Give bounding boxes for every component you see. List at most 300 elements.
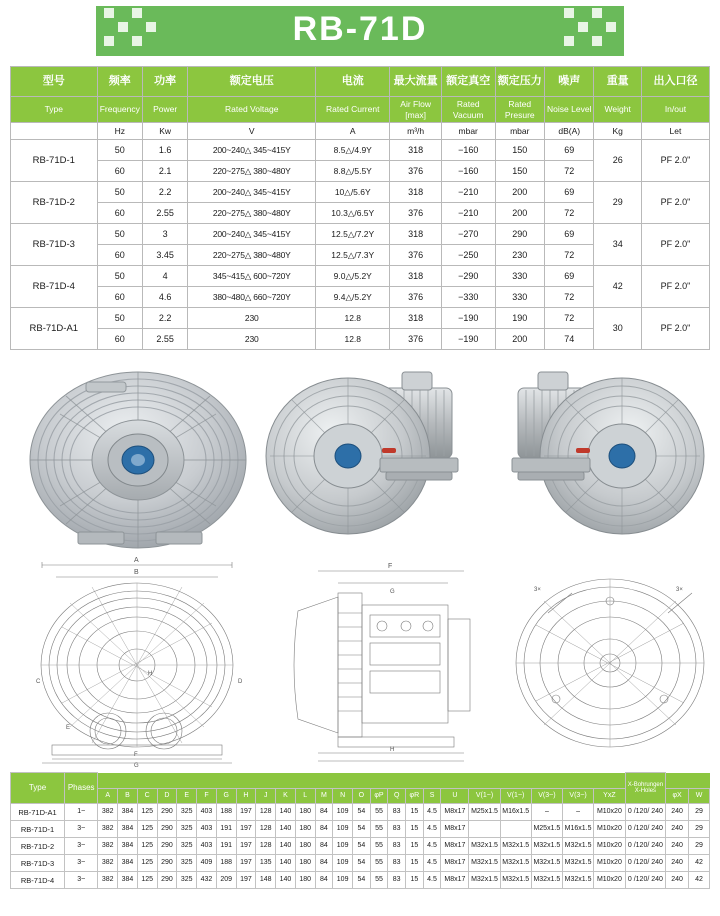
spec-header-cn-3: 额定电压 (188, 67, 316, 97)
dim-L: 180 (295, 804, 315, 821)
rear-label-holes-left: 3× (534, 587, 541, 594)
dim-L: 180 (295, 838, 315, 855)
dim-header-B: B (118, 789, 138, 804)
dim-B: 384 (118, 855, 138, 872)
dim-A: 382 (98, 855, 118, 872)
spec-vacuum: −160 (441, 161, 495, 182)
spec-weight: 29 (594, 182, 641, 224)
dim-F: 403 (197, 821, 217, 838)
dim-Q: 83 (388, 804, 406, 821)
dim-M: 84 (315, 838, 333, 855)
dim-O: 54 (353, 855, 371, 872)
dim-W: 29 (689, 838, 710, 855)
dim-holes: 0 /120/ 240 (625, 872, 666, 889)
spec-weight: 42 (594, 266, 641, 308)
spec-vacuum: −190 (441, 329, 495, 350)
dim-M: 84 (315, 872, 333, 889)
spec-current: 12.5△/7.2Y (316, 224, 390, 245)
product-photo-row (10, 356, 710, 551)
spec-freq: 60 (97, 161, 142, 182)
dim-L: 180 (295, 872, 315, 889)
dim-X: 240 (666, 838, 689, 855)
spec-airflow: 376 (390, 329, 442, 350)
dim-P: 55 (370, 855, 388, 872)
dim-phases: 3~ (65, 855, 98, 872)
dim-header-V3a: V(3~) (531, 789, 562, 804)
dim-V3b: M32x1.5 (562, 872, 593, 889)
dim-Q: 83 (388, 838, 406, 855)
spec-pressure: 330 (495, 287, 544, 308)
dim-R: 15 (406, 821, 424, 838)
dim-A: 382 (98, 838, 118, 855)
dim-label-F: F (134, 752, 138, 759)
dim-YZ: M10x20 (594, 855, 625, 872)
dim-header-L: L (295, 789, 315, 804)
dim-C: 125 (137, 872, 157, 889)
dim-M: 84 (315, 855, 333, 872)
dim-label-H2: H (390, 747, 395, 754)
spec-vacuum: −330 (441, 287, 495, 308)
spec-weight: 34 (594, 224, 641, 266)
dim-header-S: S (423, 789, 441, 804)
spec-freq: 50 (97, 224, 142, 245)
dim-K: 140 (276, 804, 296, 821)
spec-port: PF 2.0" (641, 182, 709, 224)
spec-pressure: 200 (495, 182, 544, 203)
drawing-rear-view (508, 553, 718, 768)
spec-header-en-7: Rated Presure (495, 97, 544, 123)
dim-L: 180 (295, 821, 315, 838)
dim-U: M8x17 (441, 838, 469, 855)
dim-V3a: M32x1.5 (531, 855, 562, 872)
spec-noise: 72 (545, 203, 594, 224)
spec-pressure: 150 (495, 140, 544, 161)
dim-YZ: M10x20 (594, 872, 625, 889)
dim-X: 240 (666, 821, 689, 838)
dim-E: 325 (177, 855, 197, 872)
spec-unit-0 (11, 123, 98, 140)
dim-label-C: C (36, 679, 41, 686)
dim-header-R: φR (406, 789, 424, 804)
dim-P: 55 (370, 872, 388, 889)
table-row (11, 224, 710, 245)
spec-header-cn-5: 最大流量 (390, 67, 442, 97)
dim-V3b: – (562, 804, 593, 821)
spec-unit-1: Hz (97, 123, 142, 140)
spec-header-en-row (11, 97, 710, 123)
dim-U: M8x17 (441, 804, 469, 821)
dim-C: 125 (137, 821, 157, 838)
table-row (11, 182, 710, 203)
dim-phases: 3~ (65, 821, 98, 838)
dim-header-C: C (137, 789, 157, 804)
dim-D: 290 (157, 821, 177, 838)
dim-type: RB-71D-3 (11, 855, 65, 872)
dim-K: 140 (276, 855, 296, 872)
spec-freq: 50 (97, 140, 142, 161)
banner-dots-left (104, 8, 156, 46)
dim-header-YZ: YxZ (594, 789, 625, 804)
dim-A: 382 (98, 804, 118, 821)
spec-unit-8: dB(A) (545, 123, 594, 140)
dim-header-V3b: V(3~) (562, 789, 593, 804)
spec-model: RB-71D-A1 (11, 308, 98, 350)
dim-B: 384 (118, 804, 138, 821)
dim-header-W: W (689, 789, 710, 804)
spec-header-en-4: Rated Current (316, 97, 390, 123)
spec-power: 4.6 (142, 287, 187, 308)
spec-units-row (11, 123, 710, 140)
spec-noise: 72 (545, 308, 594, 329)
dim-D: 290 (157, 838, 177, 855)
table-row (11, 266, 710, 287)
spec-header-en-5: Air Flow [max] (390, 97, 442, 123)
spec-vacuum: −190 (441, 308, 495, 329)
spec-current: 8.8△/5.5Y (316, 161, 390, 182)
spec-current: 10.3△/6.5Y (316, 203, 390, 224)
spec-noise: 72 (545, 287, 594, 308)
dim-holes: 0 /120/ 240 (625, 838, 666, 855)
dim-header-K: K (276, 789, 296, 804)
dim-header-E: E (177, 789, 197, 804)
dim-YZ: M10x20 (594, 838, 625, 855)
spec-airflow: 318 (390, 308, 442, 329)
dim-header-J: J (256, 789, 276, 804)
spec-header-cn-row (11, 67, 710, 97)
dim-D: 290 (157, 872, 177, 889)
dim-W: 29 (689, 804, 710, 821)
dim-header-U: U (441, 789, 469, 804)
table-row (11, 804, 710, 821)
dim-J: 148 (256, 872, 276, 889)
dim-B: 384 (118, 838, 138, 855)
dim-W: 29 (689, 821, 710, 838)
spec-freq: 60 (97, 203, 142, 224)
spec-freq: 60 (97, 287, 142, 308)
dim-Q: 83 (388, 855, 406, 872)
dim-V3a: M32x1.5 (531, 872, 562, 889)
spec-current: 12.5△/7.3Y (316, 245, 390, 266)
dim-J: 128 (256, 804, 276, 821)
dim-K: 140 (276, 821, 296, 838)
dim-header-N: N (333, 789, 353, 804)
dim-label-B: B (134, 569, 139, 577)
dim-V3b: M32x1.5 (562, 838, 593, 855)
dim-label-H: H (148, 671, 153, 678)
spec-unit-5: m³/h (390, 123, 442, 140)
spec-noise: 72 (545, 245, 594, 266)
dim-header-holes (625, 773, 666, 804)
spec-airflow: 376 (390, 161, 442, 182)
spec-header-en-9: Weight (594, 97, 641, 123)
dim-R: 15 (406, 838, 424, 855)
dim-header-V1b: V(1~) (500, 789, 531, 804)
spec-model: RB-71D-2 (11, 182, 98, 224)
spec-model: RB-71D-4 (11, 266, 98, 308)
spec-power: 1.6 (142, 140, 187, 161)
table-row (11, 308, 710, 329)
dim-W: 42 (689, 872, 710, 889)
dim-S: 4.5 (423, 804, 441, 821)
dim-R: 15 (406, 855, 424, 872)
spec-unit-7: mbar (495, 123, 544, 140)
table-row (11, 855, 710, 872)
dim-header-row-1 (11, 773, 710, 789)
spec-power: 3 (142, 224, 187, 245)
dim-header-F: F (197, 789, 217, 804)
spec-noise: 69 (545, 266, 594, 287)
spec-airflow: 318 (390, 224, 442, 245)
spec-header-cn-0: 型号 (11, 67, 98, 97)
dim-F: 403 (197, 804, 217, 821)
spec-vacuum: −250 (441, 245, 495, 266)
dim-A: 382 (98, 872, 118, 889)
specification-table (10, 66, 710, 350)
spec-voltage: 380~480△ 660~720Y (188, 287, 316, 308)
dim-label-D: D (238, 679, 243, 686)
spec-noise: 69 (545, 140, 594, 161)
dim-M: 84 (315, 804, 333, 821)
dim-phases: 1~ (65, 804, 98, 821)
dim-H: 197 (236, 804, 256, 821)
dim-B: 384 (118, 872, 138, 889)
dim-label-E: E (66, 725, 71, 732)
dim-body (11, 804, 710, 889)
dim-G: 188 (216, 855, 236, 872)
spec-current: 10△/5.6Y (316, 182, 390, 203)
dim-N: 109 (333, 821, 353, 838)
dim-V3a: – (531, 804, 562, 821)
spec-power: 2.1 (142, 161, 187, 182)
spec-noise: 72 (545, 161, 594, 182)
page-title: RB-71D (292, 10, 428, 48)
spec-unit-3: V (188, 123, 316, 140)
spec-header-cn-6: 额定真空 (441, 67, 495, 97)
dim-P: 55 (370, 821, 388, 838)
dim-J: 135 (256, 855, 276, 872)
dim-header-A: A (98, 789, 118, 804)
dim-E: 325 (177, 821, 197, 838)
dim-Q: 83 (388, 821, 406, 838)
dim-S: 4.5 (423, 872, 441, 889)
dim-R: 15 (406, 804, 424, 821)
spec-vacuum: −290 (441, 266, 495, 287)
dim-label-G2: G (390, 589, 395, 596)
dim-header-row-2 (11, 789, 710, 804)
dim-N: 109 (333, 838, 353, 855)
dim-C: 125 (137, 855, 157, 872)
spec-power: 2.55 (142, 329, 187, 350)
spec-voltage: 220~275△ 380~480Y (188, 161, 316, 182)
dim-L: 180 (295, 855, 315, 872)
spec-freq: 60 (97, 245, 142, 266)
spec-airflow: 318 (390, 140, 442, 161)
spec-airflow: 318 (390, 182, 442, 203)
dim-O: 54 (353, 821, 371, 838)
dim-S: 4.5 (423, 838, 441, 855)
dim-P: 55 (370, 804, 388, 821)
spec-unit-4: A (316, 123, 390, 140)
spec-voltage: 200~240△ 345~415Y (188, 182, 316, 203)
banner-dots-right (564, 8, 616, 46)
spec-freq: 50 (97, 182, 142, 203)
dim-M: 84 (315, 821, 333, 838)
dim-N: 109 (333, 872, 353, 889)
drawing-front-view (22, 553, 252, 768)
spec-model: RB-71D-1 (11, 140, 98, 182)
dim-U: M8x17 (441, 821, 469, 838)
spec-pressure: 200 (495, 203, 544, 224)
table-row (11, 872, 710, 889)
dim-C: 125 (137, 804, 157, 821)
spec-voltage: 345~415△ 600~720Y (188, 266, 316, 287)
spec-voltage: 220~275△ 380~480Y (188, 203, 316, 224)
dim-U: M8x17 (441, 855, 469, 872)
dim-C: 125 (137, 838, 157, 855)
spec-current: 12.8 (316, 308, 390, 329)
spec-airflow: 318 (390, 266, 442, 287)
dim-K: 140 (276, 872, 296, 889)
spec-pressure: 230 (495, 245, 544, 266)
spec-unit-6: mbar (441, 123, 495, 140)
spec-noise: 69 (545, 182, 594, 203)
spec-power: 3.45 (142, 245, 187, 266)
dim-H: 197 (236, 838, 256, 855)
dim-header-Q: Q (388, 789, 406, 804)
dim-V3a: M25x1.5 (531, 821, 562, 838)
spec-voltage: 200~240△ 345~415Y (188, 224, 316, 245)
dim-type: RB-71D-2 (11, 838, 65, 855)
spec-header-en-6: Rated Vacuum (441, 97, 495, 123)
spec-unit-2: Kw (142, 123, 187, 140)
dim-phases: 3~ (65, 838, 98, 855)
spec-freq: 60 (97, 329, 142, 350)
spec-pressure: 200 (495, 329, 544, 350)
dim-K: 140 (276, 838, 296, 855)
dim-holes: 0 /120/ 240 (625, 821, 666, 838)
dim-X: 240 (666, 804, 689, 821)
dim-D: 290 (157, 804, 177, 821)
dim-J: 128 (256, 838, 276, 855)
dim-header-H: H (236, 789, 256, 804)
spec-freq: 50 (97, 308, 142, 329)
dim-label-G: G (134, 763, 139, 769)
spec-header-en-1: Frequency (97, 97, 142, 123)
dim-header-G: G (216, 789, 236, 804)
spec-current: 8.5△/4.9Y (316, 140, 390, 161)
spec-header-cn-10: 出入口径 (641, 67, 709, 97)
dim-F: 403 (197, 838, 217, 855)
spec-power: 2.2 (142, 182, 187, 203)
spec-header-en-8: Noise Level (545, 97, 594, 123)
dim-O: 54 (353, 872, 371, 889)
spec-voltage: 230 (188, 308, 316, 329)
blower-photo-angled-right (498, 360, 708, 550)
spec-unit-10: Let (641, 123, 709, 140)
spec-vacuum: −210 (441, 203, 495, 224)
dim-holes: 0 /120/ 240 (625, 804, 666, 821)
spec-pressure: 150 (495, 161, 544, 182)
dim-D: 290 (157, 855, 177, 872)
dim-V3a: M32x1.5 (531, 838, 562, 855)
spec-airflow: 376 (390, 245, 442, 266)
dim-J: 128 (256, 821, 276, 838)
technical-drawing-row (10, 553, 710, 768)
dim-header-holes-de: X-Bohrungen (627, 781, 664, 788)
spec-vacuum: −270 (441, 224, 495, 245)
dim-V1b: M32x1.5 (500, 872, 531, 889)
dim-type: RB-71D-4 (11, 872, 65, 889)
dim-H: 197 (236, 872, 256, 889)
dim-header-type: Type (11, 773, 65, 804)
dim-V3b: M16x1.5 (562, 821, 593, 838)
spec-power: 4 (142, 266, 187, 287)
spec-weight: 30 (594, 308, 641, 350)
spec-voltage: 200~240△ 345~415Y (188, 140, 316, 161)
table-row (11, 140, 710, 161)
dim-H: 197 (236, 821, 256, 838)
spec-pressure: 190 (495, 308, 544, 329)
spec-header-en-3: Rated Voltage (188, 97, 316, 123)
dim-E: 325 (177, 804, 197, 821)
dim-F: 409 (197, 855, 217, 872)
blower-photo-front (20, 356, 250, 551)
spec-noise: 74 (545, 329, 594, 350)
dim-V1b: M32x1.5 (500, 838, 531, 855)
spec-airflow: 376 (390, 287, 442, 308)
spec-voltage: 230 (188, 329, 316, 350)
dim-F: 432 (197, 872, 217, 889)
spec-port: PF 2.0" (641, 140, 709, 182)
dim-type: RB-71D-A1 (11, 804, 65, 821)
page-banner (0, 0, 720, 62)
dim-G: 191 (216, 838, 236, 855)
spec-header-en-10: In/out (641, 97, 709, 123)
dim-V3b: M32x1.5 (562, 855, 593, 872)
spec-power: 2.2 (142, 308, 187, 329)
dim-Q: 83 (388, 872, 406, 889)
dimension-table (10, 772, 710, 889)
dim-V1b: M32x1.5 (500, 855, 531, 872)
dim-V1a: M32x1.5 (469, 872, 500, 889)
spec-port: PF 2.0" (641, 308, 709, 350)
dim-V1b: M16x1.5 (500, 804, 531, 821)
spec-current: 12.8 (316, 329, 390, 350)
dim-G: 191 (216, 821, 236, 838)
drawing-side-view (278, 553, 488, 768)
spec-model: RB-71D-3 (11, 224, 98, 266)
dim-phases: 3~ (65, 872, 98, 889)
dim-header-D: D (157, 789, 177, 804)
dim-E: 325 (177, 872, 197, 889)
dim-W: 42 (689, 855, 710, 872)
dim-V1a: M32x1.5 (469, 838, 500, 855)
spec-header-en-0: Type (11, 97, 98, 123)
dim-V1a (469, 821, 500, 838)
dim-P: 55 (370, 838, 388, 855)
dim-header-P: φP (370, 789, 388, 804)
spec-header-cn-8: 噪声 (545, 67, 594, 97)
dim-V1a: M25x1.5 (469, 804, 500, 821)
dim-label-F2: F (388, 563, 393, 571)
spec-vacuum: −210 (441, 182, 495, 203)
spec-noise: 69 (545, 224, 594, 245)
dim-G: 188 (216, 804, 236, 821)
table-row (11, 838, 710, 855)
dim-H: 197 (236, 855, 256, 872)
spec-unit-9: Kg (594, 123, 641, 140)
spec-voltage: 220~275△ 380~480Y (188, 245, 316, 266)
